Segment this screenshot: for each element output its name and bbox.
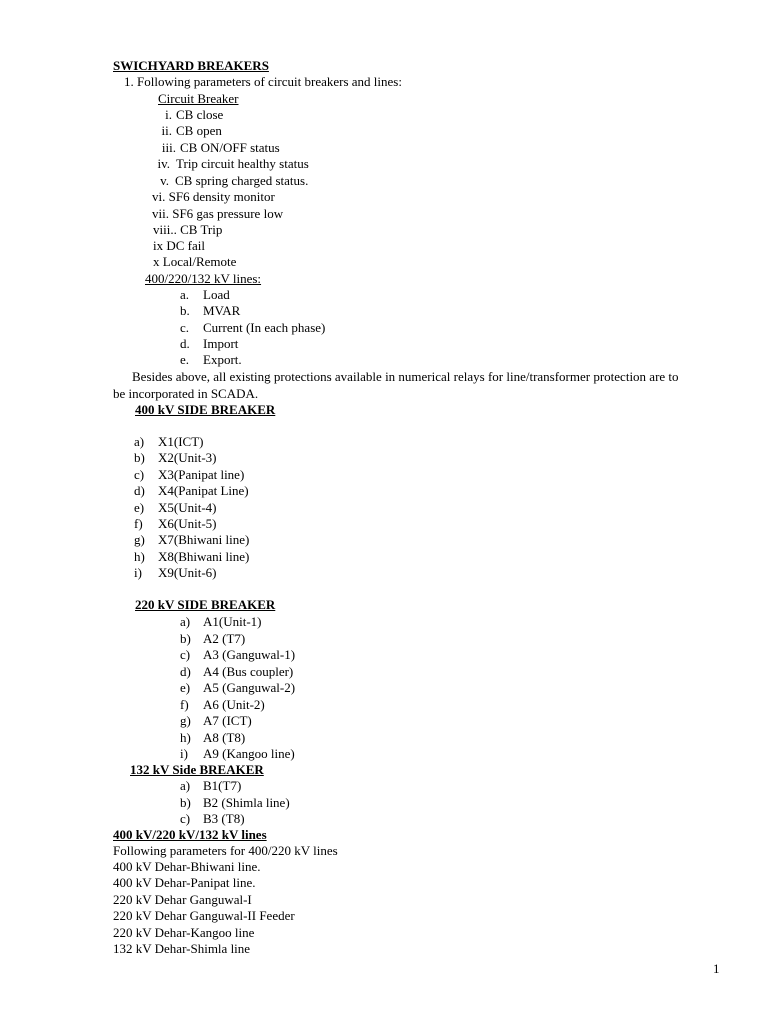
line-name-item: 400 kV Dehar-Bhiwani line. — [113, 859, 261, 874]
line-parameter-text: Import — [203, 335, 239, 351]
cb-list-item: CB ON/OFF status — [180, 140, 280, 155]
breaker-220kv-marker: c) — [180, 647, 191, 662]
breaker-220kv-marker: e) — [180, 680, 191, 695]
breaker-132kv-marker: a) — [180, 778, 191, 793]
cb-list-item: viii.. CB Trip — [153, 222, 223, 237]
line-parameter-marker: a. — [180, 287, 190, 302]
breaker-220kv-text: A8 (T8) — [203, 729, 246, 745]
breaker-400kv-text: X5(Unit-4) — [158, 499, 217, 515]
cb-list-item-marker: ii. — [161, 123, 172, 138]
breaker-220kv-text: A1(Unit-1) — [203, 614, 262, 629]
cb-list-item: vii. SF6 gas pressure low — [152, 206, 284, 221]
lines-heading: 400/220/132 kV lines: — [145, 271, 262, 286]
breaker-400kv-text: X1(ICT) — [158, 434, 204, 449]
breaker-400kv-text: X3(Panipat line) — [158, 466, 245, 482]
cb-list-item: vi. SF6 density monitor — [152, 189, 275, 204]
breaker-400kv-marker: d) — [134, 483, 145, 499]
cb-list-item: x Local/Remote — [153, 254, 237, 269]
cb-list-item: CB spring charged status. — [175, 173, 309, 188]
line-name-item: 132 kV Dehar-Shimla line — [113, 941, 251, 956]
breaker-400kv-text: X7(Bhiwani line) — [158, 532, 250, 548]
breaker-220kv-text: A5 (Ganguwal-2) — [203, 680, 296, 695]
breaker-132kv-marker: b) — [180, 794, 191, 810]
line-parameter-marker: c. — [180, 319, 190, 335]
page-number: 1 — [713, 961, 720, 976]
heading-400kv-breaker: 400 kV SIDE BREAKER — [135, 402, 276, 417]
heading-lines: 400 kV/220 kV/132 kV lines — [113, 827, 267, 842]
breaker-220kv-marker: g) — [180, 713, 191, 728]
breaker-400kv-marker: b) — [134, 450, 145, 466]
breaker-220kv-marker: d) — [180, 663, 191, 679]
breaker-400kv-marker: e) — [134, 499, 145, 515]
line-parameter-text: MVAR — [203, 303, 241, 319]
breaker-132kv-text: B3 (T8) — [203, 811, 245, 826]
breaker-400kv-text: X8(Bhiwani line) — [158, 548, 250, 564]
cb-list-item-marker: iv. — [157, 156, 170, 171]
breaker-400kv-marker: c) — [134, 466, 145, 482]
cb-list-item-marker: v. — [160, 173, 169, 188]
breaker-400kv-marker: g) — [134, 532, 145, 548]
breaker-220kv-marker: f) — [180, 696, 189, 712]
breaker-220kv-text: A9 (Kangoo line) — [203, 746, 295, 761]
line-parameter-marker: d. — [180, 335, 190, 351]
breaker-400kv-marker: i) — [134, 565, 142, 581]
besides-text-line-1: Besides above, all existing protections available in numerical relays for line/transformer protection are to — [132, 369, 679, 384]
breaker-220kv-text: A6 (Unit-2) — [203, 696, 265, 712]
line-parameter-text: Current (In each phase) — [203, 319, 326, 335]
besides-text-line-2: be incorporated in SCADA. — [113, 386, 259, 401]
breaker-220kv-text: A4 (Bus coupler) — [203, 663, 294, 679]
breaker-132kv-text: B2 (Shimla line) — [203, 794, 290, 810]
breaker-400kv-marker: a) — [134, 434, 145, 449]
cb-list-item-marker: iii. — [161, 140, 176, 155]
breaker-400kv-marker: f) — [134, 516, 143, 531]
heading-220kv-breaker: 220 kV SIDE BREAKER — [135, 597, 276, 612]
breaker-132kv-marker: c) — [180, 811, 191, 826]
breaker-400kv-text: X9(Unit-6) — [158, 565, 217, 581]
breaker-220kv-marker: h) — [180, 729, 191, 745]
breaker-400kv-text: X2(Unit-3) — [158, 450, 217, 466]
breaker-220kv-text: A3 (Ganguwal-1) — [203, 647, 296, 662]
cb-list-item: CB close — [176, 107, 224, 122]
document-title: SWICHYARD BREAKERS — [113, 58, 269, 73]
cb-list-item: CB open — [176, 123, 222, 138]
line-parameter-marker: e. — [180, 352, 190, 368]
cb-list-item: ix DC fail — [153, 238, 205, 253]
breaker-220kv-text: A7 (ICT) — [203, 713, 252, 728]
breaker-220kv-text: A2 (T7) — [203, 630, 246, 646]
breaker-400kv-text: X6(Unit-5) — [158, 516, 217, 531]
line-parameter-text: Load — [203, 287, 230, 302]
heading-132kv-breaker: 132 kV Side BREAKER — [130, 762, 264, 777]
breaker-400kv-text: X4(Panipat Line) — [158, 483, 249, 499]
line-name-item: 400 kV Dehar-Panipat line. — [113, 875, 256, 891]
breaker-220kv-marker: i) — [180, 746, 188, 761]
line-name-item: 220 kV Dehar Ganguwal-II Feeder — [113, 908, 295, 924]
line-parameter-text: Export. — [203, 352, 242, 368]
line-parameter-marker: b. — [180, 303, 190, 319]
cb-heading: Circuit Breaker — [158, 91, 239, 106]
line-name-item: 220 kV Dehar-Kangoo line — [113, 924, 255, 940]
lines-intro: Following parameters for 400/220 kV lines — [113, 843, 338, 858]
breaker-132kv-text: B1(T7) — [203, 778, 242, 793]
item-1-text: 1. Following parameters of circuit breakers and lines: — [124, 74, 402, 89]
breaker-220kv-marker: a) — [180, 614, 191, 629]
cb-list-item-marker: i. — [165, 107, 172, 122]
cb-list-item: Trip circuit healthy status — [176, 156, 309, 171]
breaker-400kv-marker: h) — [134, 548, 145, 564]
line-name-item: 220 kV Dehar Ganguwal-I — [113, 891, 252, 907]
breaker-220kv-marker: b) — [180, 630, 191, 646]
